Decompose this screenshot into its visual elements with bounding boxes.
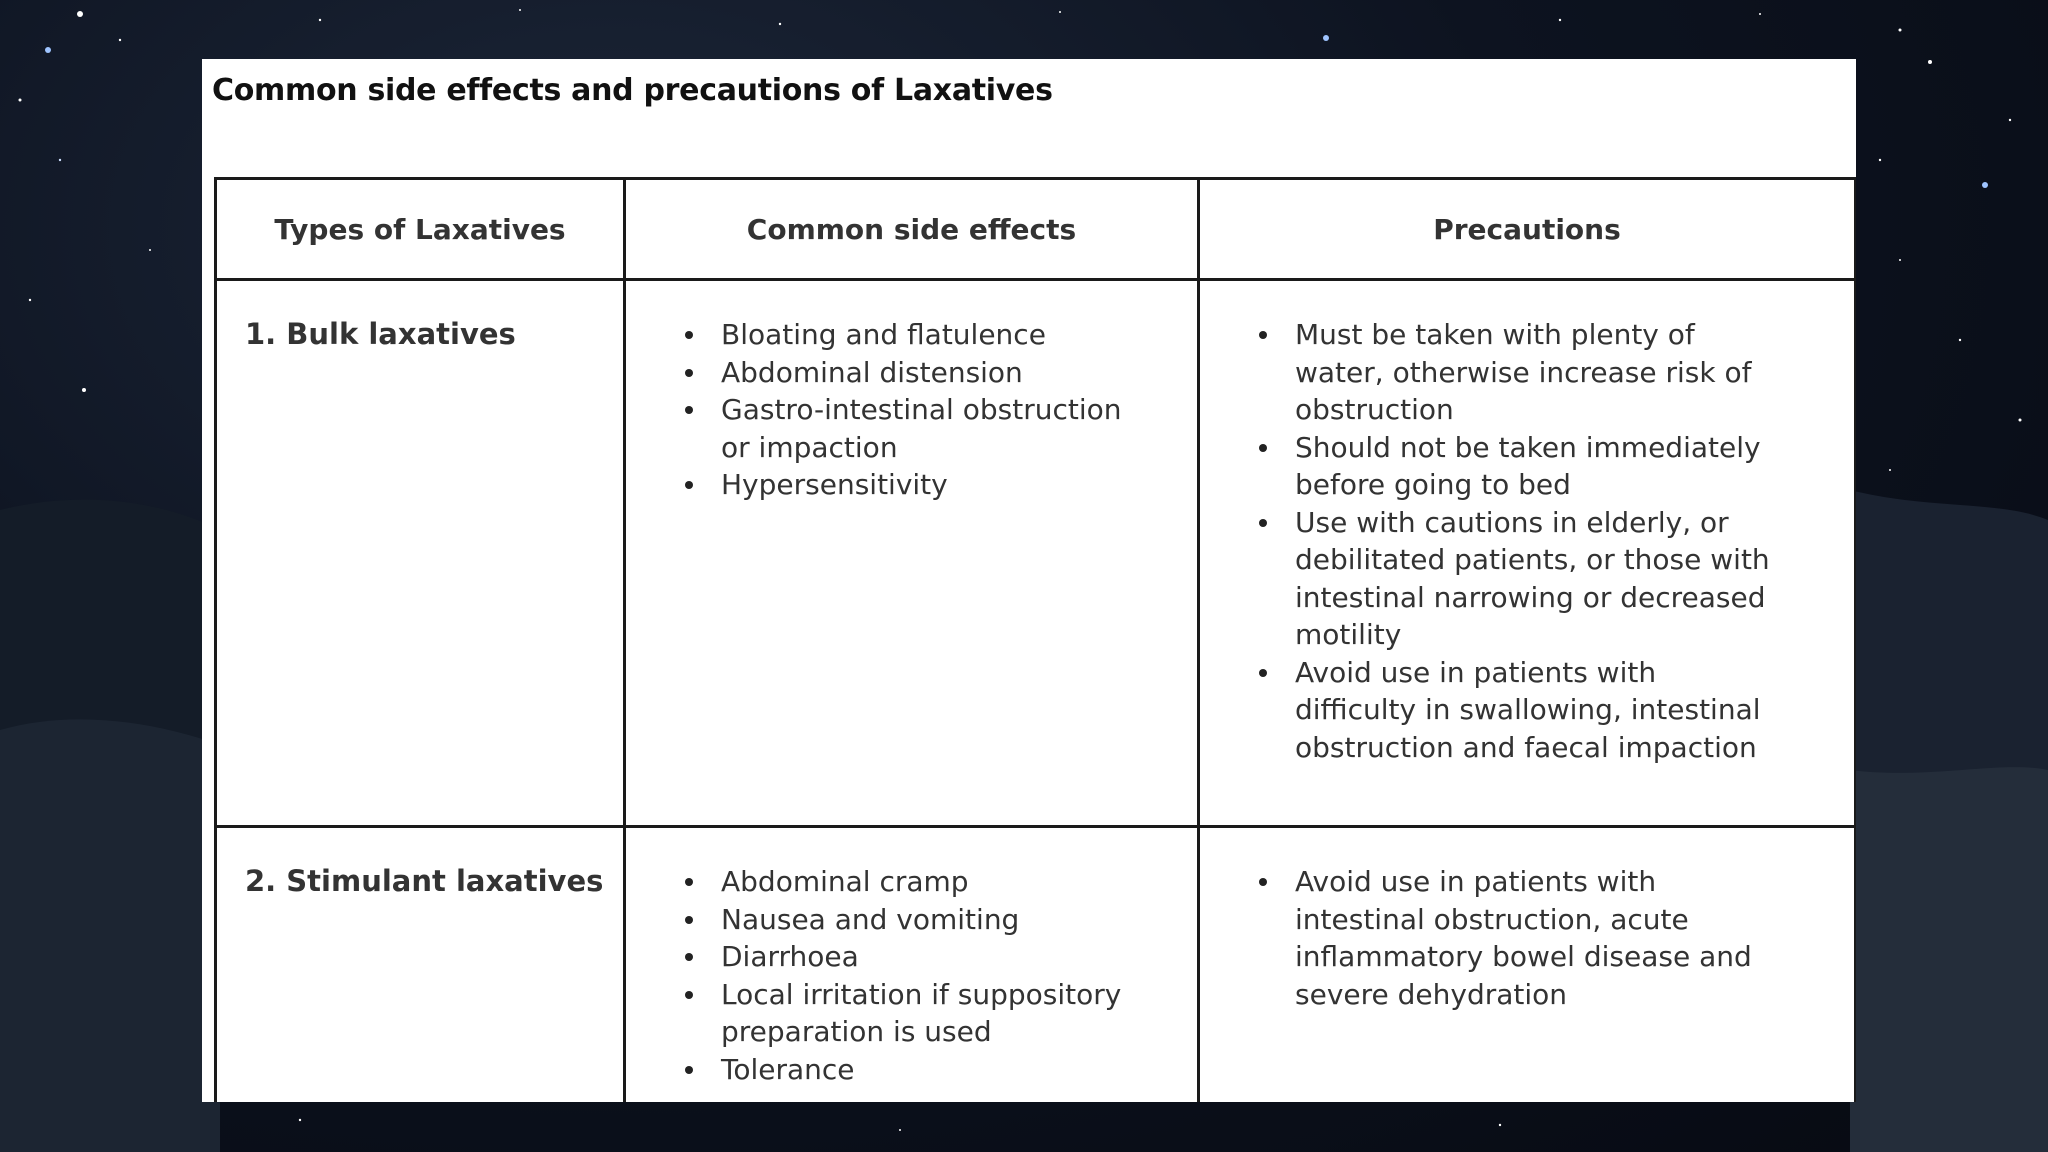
side-effects-cell <box>625 280 1199 827</box>
list-item: Bloating and flatulence <box>627 316 1156 354</box>
side-effects-list <box>627 829 1196 1088</box>
list-item: Tolerance <box>627 1051 1156 1089</box>
list-item: Diarrhoea <box>627 938 1156 976</box>
list-item: Gastro-intestinal obstruction or impaction <box>627 391 1156 466</box>
precautions-list <box>1201 829 1853 1013</box>
column-header-precautions: Precautions <box>1199 179 1856 280</box>
list-item: Avoid use in patients with intestinal obstruction, acute inflammatory bowel disease and severe dehydration <box>1201 863 1773 1013</box>
precautions-cell <box>1199 827 1856 1103</box>
precautions-list <box>1201 282 1853 766</box>
page-title: Common side effects and precautions of Laxatives <box>212 73 1053 108</box>
precautions-cell <box>1199 280 1856 827</box>
laxatives-table <box>214 177 1856 1102</box>
list-item: Nausea and vomiting <box>627 901 1156 939</box>
side-effects-list <box>627 282 1196 504</box>
column-header-types: Types of Laxatives <box>216 179 625 280</box>
laxative-type-cell: 2. Stimulant laxatives <box>216 827 625 1103</box>
side-effects-cell <box>625 827 1199 1103</box>
table-row <box>216 280 1856 827</box>
list-item: Must be taken with plenty of water, otherwise increase risk of obstruction <box>1201 316 1773 429</box>
table-row <box>216 827 1856 1103</box>
list-item: Should not be taken immediately before going to bed <box>1201 429 1773 504</box>
list-item: Hypersensitivity <box>627 466 1156 504</box>
table-header-row <box>216 179 1856 280</box>
list-item: Local irritation if suppository preparation is used <box>627 976 1156 1051</box>
column-header-side-effects: Common side effects <box>625 179 1199 280</box>
list-item: Avoid use in patients with difficulty in swallowing, intestinal obstruction and faecal impaction <box>1201 654 1773 767</box>
laxative-type-cell: 1. Bulk laxatives <box>216 280 625 827</box>
list-item: Use with cautions in elderly, or debilitated patients, or those with intestinal narrowing or decreased motility <box>1201 504 1773 654</box>
list-item: Abdominal cramp <box>627 863 1156 901</box>
document-sheet <box>202 59 1856 1102</box>
list-item: Abdominal distension <box>627 354 1156 392</box>
